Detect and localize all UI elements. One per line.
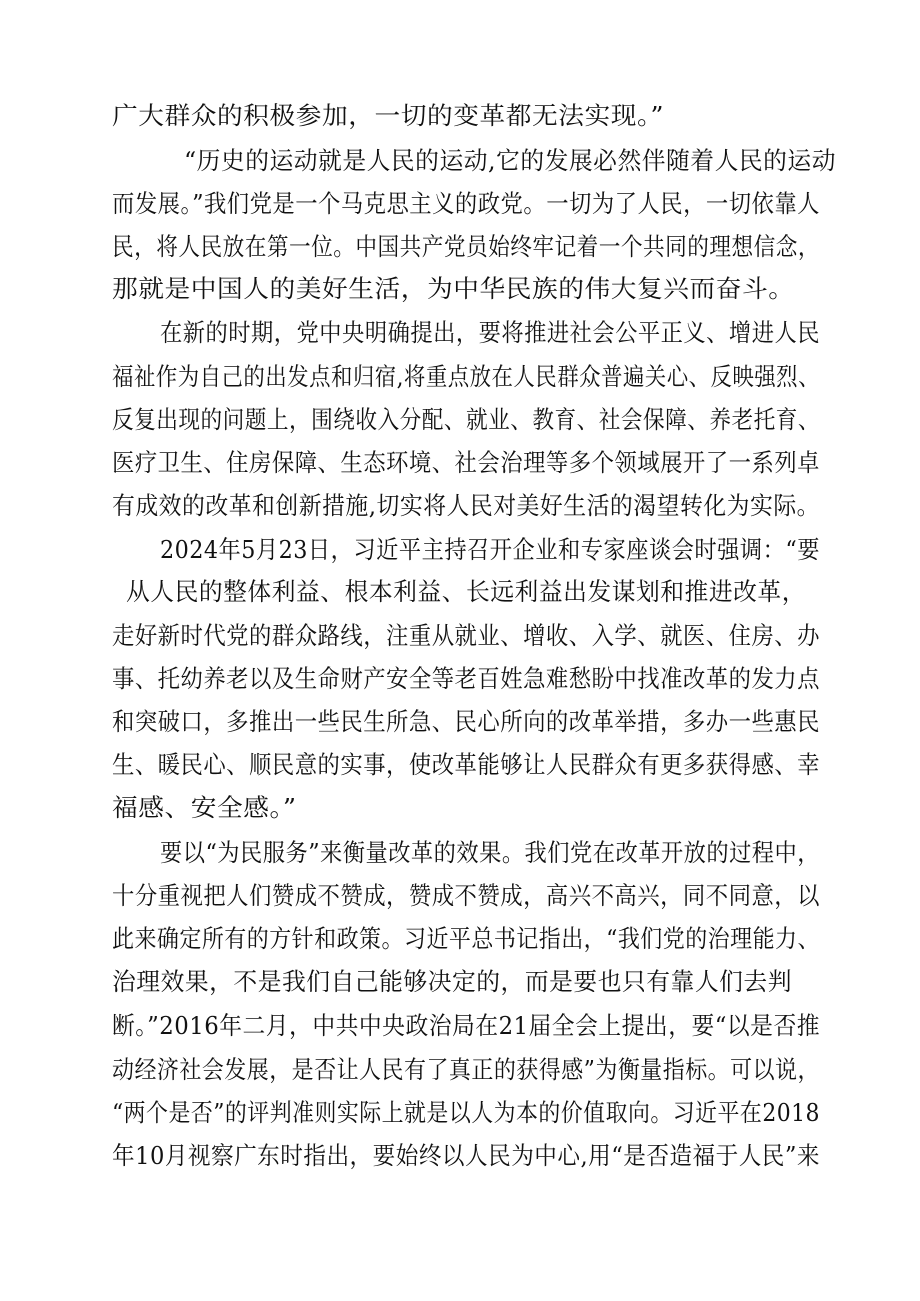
text-line: “两个是否”的评判准则实际上就是以人为本的价值取向。习近平在2018 — [112, 1098, 820, 1127]
text-line: 医疗卫生、住房保障、生态环境、社会治理等多个领域展开了一系列卓 — [112, 448, 820, 477]
text-line: 福感、安全感。” — [112, 793, 297, 822]
text-line: 十分重视把人们赞成不赞成，赞成不赞成，高兴不高兴，同不同意，以 — [112, 881, 820, 910]
text-line: 那就是中国人的美好生活，为中华民族的伟大复兴而奋斗。 — [112, 274, 795, 303]
text-line: 从人民的整体利益、根本利益、长远利益出发谋划和推进改革， — [126, 577, 806, 606]
text-line: 走好新时代党的群众路线，注重从就业、增收、入学、就医、住房、办 — [112, 621, 820, 650]
text-line: “历史的运动就是人民的运动,它的发展必然伴随着人民的运动 — [184, 146, 836, 175]
text-line: 动经济社会发展，是否让人民有了真正的获得感”为衡量指标。可以说， — [112, 1055, 820, 1084]
text-line: 民，将人民放在第一位。中国共产党员始终牢记着一个共同的理想信念， — [112, 232, 820, 261]
text-line: 要以“为民服务”来衡量改革的效果。我们党在改革开放的过程中， — [160, 838, 820, 867]
text-line: 治理效果，不是我们自己能够决定的，而是要也只有靠人们去判 — [112, 967, 792, 996]
text-line: 和突破口，多推出一些民生所急、民心所向的改革举措，多办一些惠民 — [112, 707, 820, 736]
text-line: 有成效的改革和创新措施,切实将人民对美好生活的渴望转化为实际。 — [112, 491, 821, 520]
text-line: 反复出现的问题上，围绕收入分配、就业、教育、社会保障、养老托育、 — [112, 405, 820, 434]
text-line: 2024年5月23日，习近平主持召开企业和专家座谈会时强调：“要 — [160, 535, 820, 564]
text-line: 福祉作为自己的出发点和归宿,将重点放在人民群众普遍关心、反映强烈、 — [112, 362, 820, 391]
text-line: 广大群众的积极参加，一切的变革都无法实现。” — [112, 101, 665, 130]
text-line: 年10月视察广东时指出，要始终以人民为中心,用“是否造福于人民”来 — [112, 1141, 821, 1170]
text-line: 生、暖民心、顺民意的实事，使改革能够让人民群众有更多获得感、幸 — [112, 750, 820, 779]
text-line: 而发展。”我们党是一个马克思主义的政党。一切为了人民，一切依靠人 — [112, 189, 820, 218]
text-line: 断。”2016年二月，中共中央政治局在21届全会上提出，要“以是否推 — [112, 1011, 821, 1040]
text-line: 事、托幼养老以及生命财产安全等老百姓急难愁盼中找准改革的发力点 — [112, 664, 820, 693]
text-line: 在新的时期，党中央明确提出，要将推进社会公平正义、增进人民 — [160, 318, 820, 347]
text-line: 此来确定所有的方针和政策。习近平总书记指出，“我们党的治理能力、 — [112, 924, 820, 953]
